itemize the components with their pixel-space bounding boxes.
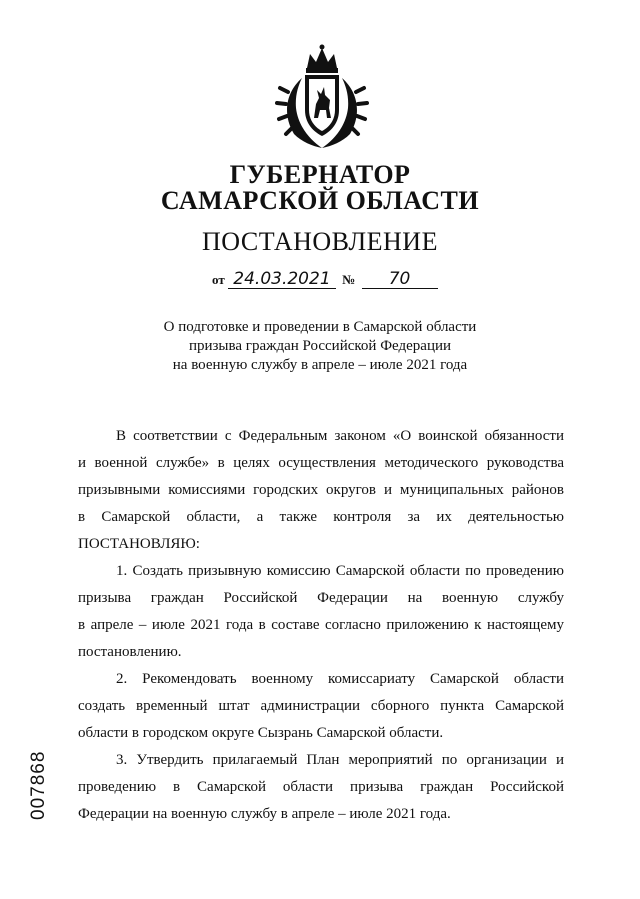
item-3-line: Федерации на военную службу в апреле – июле 2021 года. bbox=[78, 806, 451, 822]
item-1-line: 1. Создать призывную комиссию Самарской области по проведению bbox=[116, 563, 564, 579]
preamble-line: В соответствии с Федеральным законом «О воинской обязанности bbox=[116, 428, 564, 444]
item-1-line: призыва граждан Российской Федерации на военную службу bbox=[78, 590, 564, 606]
subject-line: О подготовке и проведении в Самарской области bbox=[163, 319, 477, 335]
issuer-title-line2: САМАРСКОЙ ОБЛАСТИ bbox=[160, 186, 480, 215]
samara-region-coat-of-arms-icon bbox=[272, 42, 372, 150]
decree-subject bbox=[0, 318, 640, 375]
decree-body bbox=[78, 423, 564, 828]
item-1-line: в апреле – июле 2021 года в составе согласно приложению к настоящему bbox=[78, 617, 564, 633]
number-label: № bbox=[342, 272, 356, 287]
decree-number: 70 bbox=[362, 270, 438, 289]
margin-serial-number: 007868 bbox=[28, 750, 49, 820]
item-2-line: 2. Рекомендовать военному комиссариату Самарской области bbox=[116, 671, 564, 687]
subject-line: призыва граждан Российской Федерации bbox=[188, 338, 452, 354]
from-label: от bbox=[212, 272, 225, 287]
item-3-line: проведению в Самарской области призыва граждан Российской bbox=[78, 779, 564, 795]
preamble-line: в Самарской области, а также контроля за их деятельностью bbox=[78, 509, 564, 525]
item-2-line: создать временный штат администрации сборного пункта Самарской bbox=[78, 698, 564, 714]
resolve-word: ПОСТАНОВЛЯЮ: bbox=[78, 536, 200, 552]
issuer-title-line1: ГУБЕРНАТОР bbox=[229, 160, 411, 189]
item-2-line: области в городском округе Сызрань Самарской области. bbox=[78, 725, 444, 741]
document-type: ПОСТАНОВЛЕНИЕ bbox=[202, 227, 438, 256]
item-1-line: постановлению. bbox=[78, 644, 182, 660]
preamble-line: и военной службе» в целях осуществления методического руководства bbox=[78, 455, 564, 471]
item-3-line: 3. Утвердить прилагаемый План мероприятий по организации и bbox=[116, 752, 564, 768]
date-number-line bbox=[212, 270, 438, 289]
decree-date: 24.03.2021 bbox=[228, 270, 336, 289]
preamble-line: призывными комиссиями городских округов и муниципальных районов bbox=[78, 482, 564, 498]
subject-line: на военную службу в апреле – июле 2021 года bbox=[172, 357, 468, 373]
